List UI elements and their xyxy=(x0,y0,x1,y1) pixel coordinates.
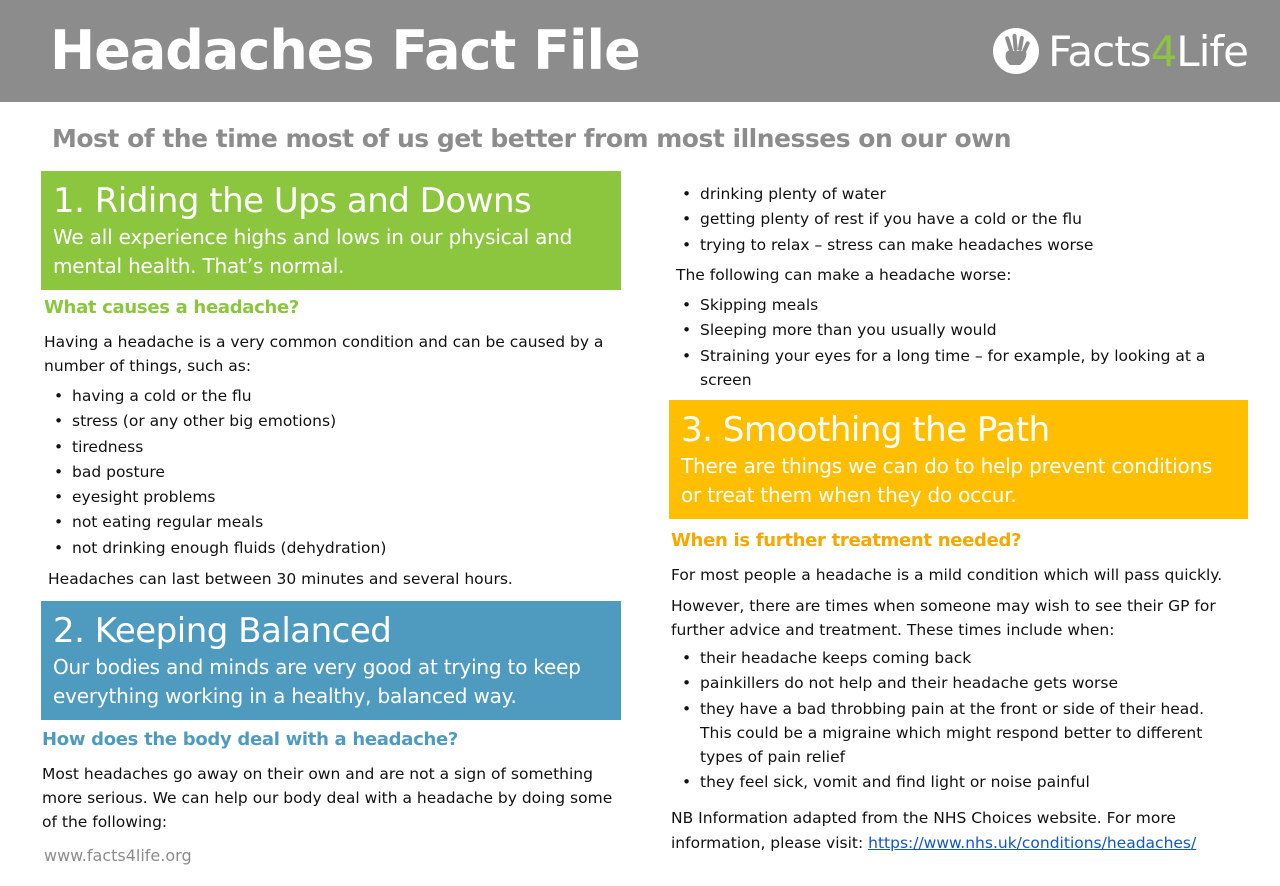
section2-subtitle-line2: everything working in a healthy, balanced way. xyxy=(53,684,517,708)
nhs-link[interactable]: https://www.nhs.uk/conditions/headaches/ xyxy=(868,834,1197,852)
list-item: • their headache keeps coming back xyxy=(682,649,972,667)
section2-subtitle-line1: Our bodies and minds are very good at trying to keep xyxy=(53,655,581,679)
list-item: • they feel sick, vomit and find light or noise painful xyxy=(682,772,1090,791)
section1-title: 1. Riding the Ups and Downs xyxy=(53,181,532,221)
list-item: • trying to relax – stress can make headaches worse xyxy=(682,235,1094,254)
list-item: • having a cold or the flu xyxy=(54,387,252,405)
footer-url[interactable]: www.facts4life.org xyxy=(44,846,192,865)
section3-subtitle-line2: or treat them when they do occur. xyxy=(681,483,1017,507)
list-item: • drinking plenty of water xyxy=(682,185,886,203)
list-item: • bad posture xyxy=(54,462,165,481)
body-help-list xyxy=(672,182,1252,258)
section1-intro: Having a headache is a very common condition and can be caused by a number of things, such as: xyxy=(44,333,604,375)
list-item: • eyesight problems xyxy=(54,488,216,507)
hand-icon xyxy=(992,27,1040,75)
list-item: • tiredness xyxy=(54,437,144,456)
treatment-list xyxy=(672,646,1232,795)
nb-note xyxy=(671,806,1231,856)
logo-text: Facts4Life xyxy=(1048,26,1248,76)
list-item: • not eating regular meals xyxy=(54,513,264,532)
section2-intro: Most headaches go away on their own and are not a sign of something more serious. We can help our body deal with a headache by doing some of the following: xyxy=(42,765,613,831)
section3-subtitle-line1: There are things we can do to help prevent conditions xyxy=(681,454,1213,478)
list-item: • not drinking enough fluids (dehydration) xyxy=(54,538,387,557)
section1-subtitle-line1: We all experience highs and lows in our physical and xyxy=(53,225,573,249)
section2-title: 2. Keeping Balanced xyxy=(53,611,392,651)
section1-outro: Headaches can last between 30 minutes and several hours. xyxy=(48,570,513,588)
worse-list xyxy=(672,293,1232,393)
section3-para1: For most people a headache is a mild condition which will pass quickly. xyxy=(671,566,1223,584)
list-item: • getting plenty of rest if you have a cold or the flu xyxy=(682,210,1082,229)
list-item: • they have a bad throbbing pain at the front or side of their head. This could be a migraine which might respond better to different types of pain relief xyxy=(682,699,1205,766)
section2-heading: How does the body deal with a headache? xyxy=(42,729,459,750)
section3-title: 3. Smoothing the Path xyxy=(681,410,1050,450)
nb-text: NB Information adapted from the NHS Choices website. For more information, please visit: xyxy=(671,809,1176,852)
page-title: Headaches Fact File xyxy=(50,19,640,82)
section3-heading: When is further treatment needed? xyxy=(671,530,1022,551)
page-header xyxy=(0,0,1280,102)
section1-subtitle-line2: mental health. That’s normal. xyxy=(53,254,345,278)
list-item: • painkillers do not help and their headache gets worse xyxy=(682,674,1119,693)
tagline: Most of the time most of us get better from most illnesses on our own xyxy=(52,124,1012,153)
worse-intro: The following can make a headache worse: xyxy=(676,266,1012,284)
list-item: • Straining your eyes for a long time – for example, by looking at a screen xyxy=(682,346,1206,389)
list-item: • Sleeping more than you usually would xyxy=(682,321,997,340)
list-item: • stress (or any other big emotions) xyxy=(54,412,337,431)
section1-banner xyxy=(41,171,621,290)
list-item: • Skipping meals xyxy=(682,296,819,314)
section1-heading: What causes a headache? xyxy=(44,297,300,318)
facts4life-logo xyxy=(992,24,1248,78)
causes-list xyxy=(44,384,604,561)
section3-banner xyxy=(669,400,1248,519)
section3-para2: However, there are times when someone may wish to see their GP for further advice and treatment. These times include when: xyxy=(671,597,1216,639)
section2-banner xyxy=(41,601,621,720)
